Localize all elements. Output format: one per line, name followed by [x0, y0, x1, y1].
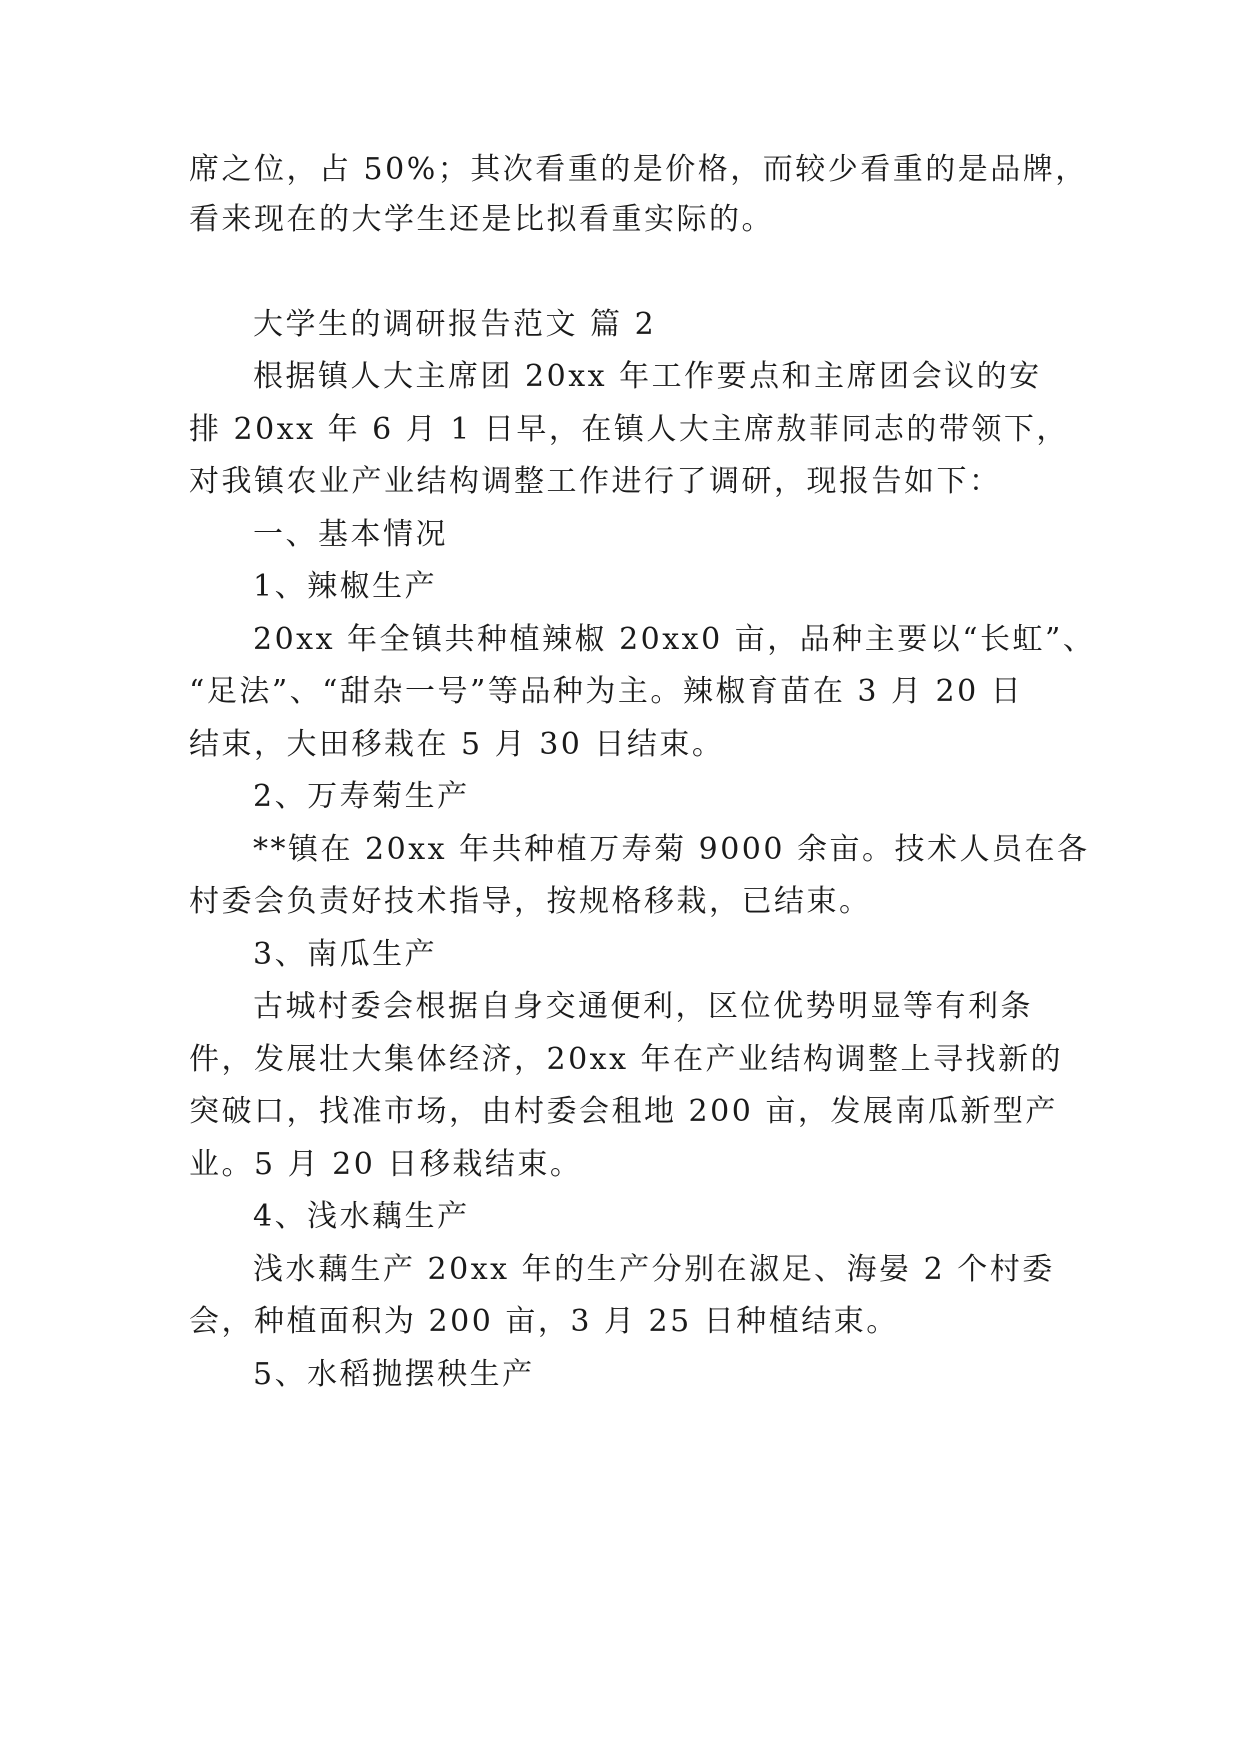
subheading: 2、万寿菊生产	[253, 779, 470, 814]
paragraph-line: 业。5 月 20 日移栽结束。	[189, 1147, 583, 1182]
paragraph-line: 突破口，找准市场，由村委会租地 200 亩，发展南瓜新型产	[189, 1094, 1058, 1129]
paragraph-line: 席之位，占 50%；其次看重的是价格，而较少看重的是品牌，	[189, 152, 1088, 187]
paragraph-line: 20xx 年全镇共种植辣椒 20xx0 亩，品种主要以“长虹”、	[253, 622, 1096, 657]
paragraph-line: 排 20xx 年 6 月 1 日早，在镇人大主席敖菲同志的带领下，	[189, 412, 1069, 447]
paragraph-line: 对我镇农业产业结构调整工作进行了调研，现报告如下：	[189, 464, 1002, 499]
paragraph-line: **镇在 20xx 年共种植万寿菊 9000 余亩。技术人员在各	[253, 832, 1090, 867]
paragraph-line: 看来现在的大学生还是比拟看重实际的。	[189, 202, 774, 237]
paragraph-line: 件，发展壮大集体经济，20xx 年在产业结构调整上寻找新的	[189, 1042, 1064, 1077]
paragraph-line: 村委会负责好技术指导，按规格移栽，已结束。	[189, 884, 872, 919]
paragraph-line: “足法”、“甜杂一号”等品种为主。辣椒育苗在 3 月 20 日	[189, 674, 1024, 709]
section-heading: 大学生的调研报告范文 篇 2	[253, 307, 657, 342]
paragraph-line: 根据镇人大主席团 20xx 年工作要点和主席团会议的安	[253, 359, 1042, 394]
subheading: 3、南瓜生产	[253, 937, 438, 972]
paragraph-line: 结束，大田移栽在 5 月 30 日结束。	[189, 727, 725, 762]
subheading: 4、浅水藕生产	[253, 1199, 470, 1234]
paragraph-line: 浅水藕生产 20xx 年的生产分别在淑足、海晏 2 个村委	[253, 1252, 1055, 1287]
paragraph-line: 会，种植面积为 200 亩，3 月 25 日种植结束。	[189, 1304, 899, 1339]
subheading: 一、基本情况	[253, 517, 448, 552]
paragraph-line: 古城村委会根据自身交通便利，区位优势明显等有利条	[253, 989, 1033, 1024]
subheading: 1、辣椒生产	[253, 569, 438, 604]
subheading: 5、水稻抛摆秧生产	[253, 1357, 535, 1392]
